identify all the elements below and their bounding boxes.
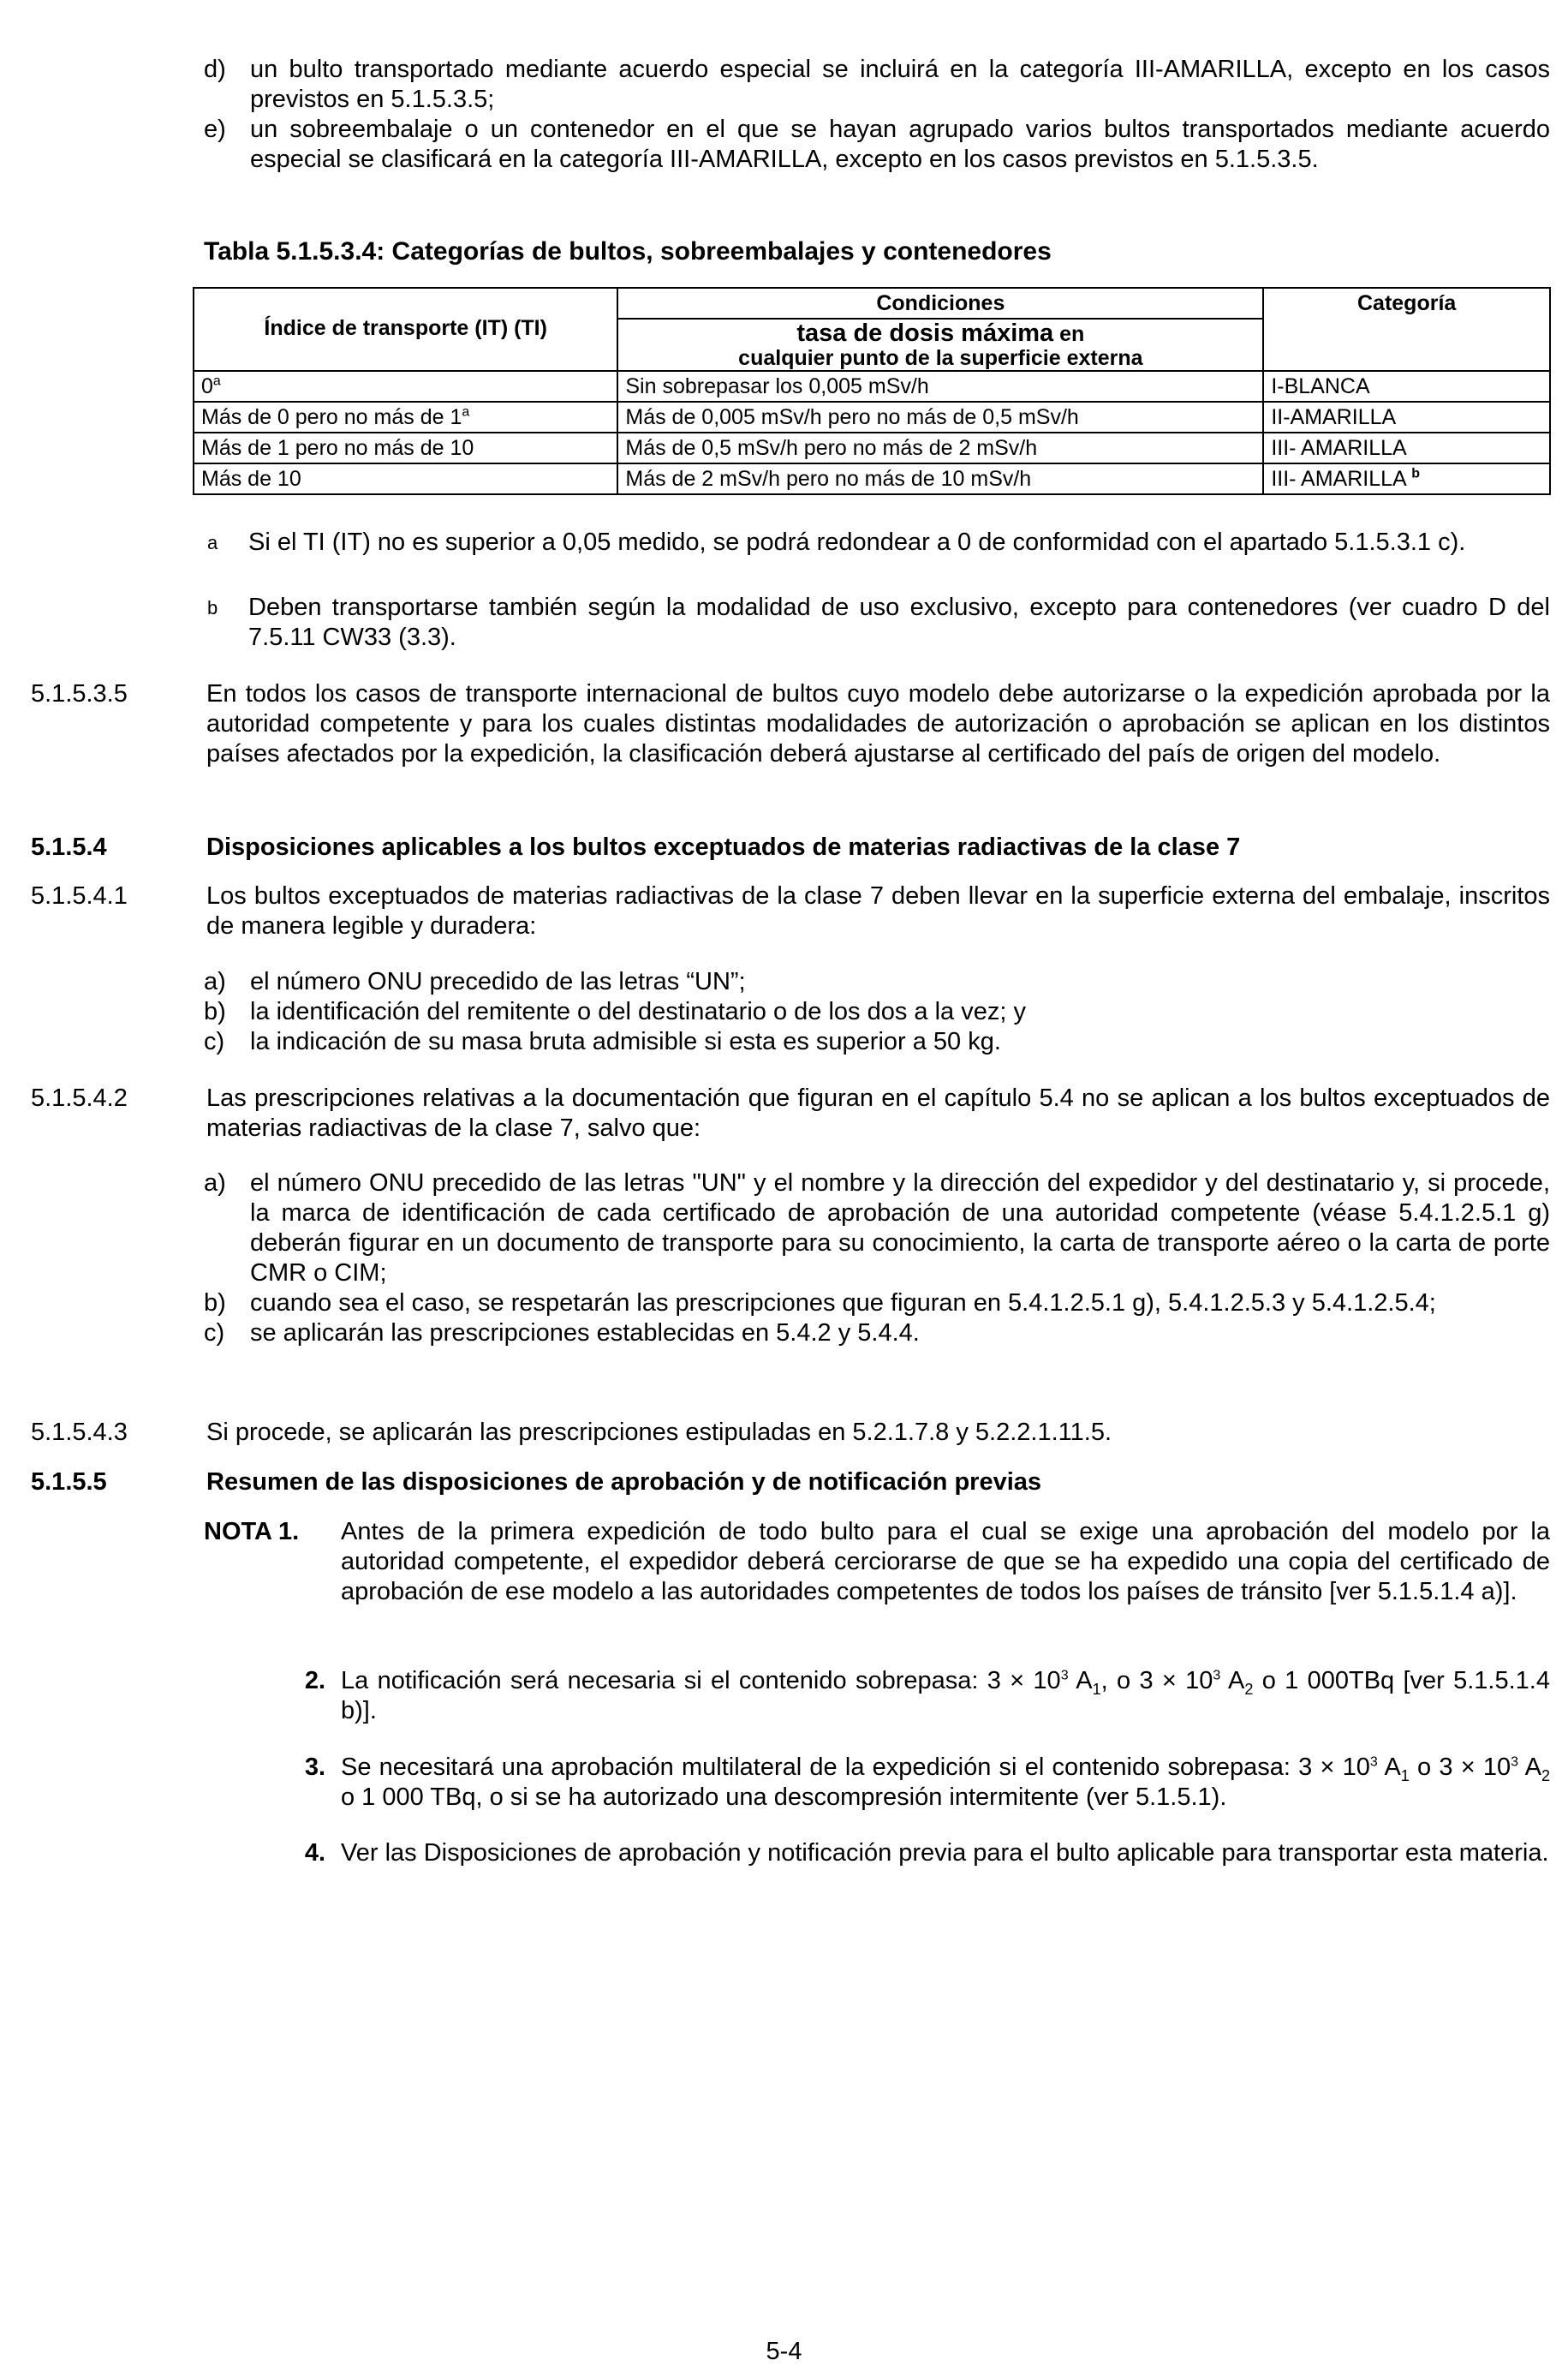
list-item-text: se aplicarán las prescripciones establecidas en 5.4.2 y 5.4.4.	[250, 1319, 920, 1347]
note-label: 4.	[304, 1839, 325, 1867]
section-5-1-5-4-2-list	[204, 1168, 1550, 1348]
note-label: NOTA 1.	[204, 1518, 300, 1545]
table-row	[194, 402, 1550, 433]
cell-category-text: III- AMARILLA	[1271, 467, 1406, 491]
footnote-label: a	[207, 532, 218, 553]
cell-dose: Sin sobrepasar los 0,005 mSv/h	[617, 371, 1263, 402]
cell-category-text: III- AMARILLA	[1271, 436, 1407, 460]
list-item	[204, 1288, 1550, 1318]
cell-it	[194, 371, 617, 402]
cell-category	[1263, 433, 1550, 463]
footnote-mark: a	[462, 404, 470, 420]
note-text: Ver las Disposiciones de aprobación y notificación previa para el bulto aplicable para transportar esta materia.	[341, 1839, 1549, 1867]
cell-category-text: II-AMARILLA	[1271, 405, 1397, 429]
list-item	[204, 997, 1550, 1027]
section-text: Los bultos exceptuados de materias radiactivas de la clase 7 deben llevar en la superficie externa del embalaje, inscritos de manera legible y duradera:	[206, 882, 1550, 940]
page-number: 5-4	[766, 2338, 802, 2365]
list-item-text: el número ONU precedido de las letras “UN”;	[250, 968, 746, 995]
list-item	[204, 1318, 1550, 1348]
categories-table	[193, 287, 1551, 495]
cell-category-text: I-BLANCA	[1271, 374, 1370, 398]
table-footnote-b	[207, 593, 1550, 653]
section-text: Las prescripciones relativas a la documentación que figuran en el capítulo 5.4 no se aplican a los bultos exceptuados de materias radiactivas de la clase 7, salvo que:	[206, 1084, 1550, 1142]
section-text: Si procede, se aplicarán las prescripciones estipuladas en 5.2.1.7.8 y 5.2.2.1.11.5.	[206, 1419, 1112, 1446]
footnote-label: b	[207, 597, 218, 618]
section-5-1-5-4-3	[31, 1418, 1550, 1448]
footnote-text: Si el TI (IT) no es superior a 0,05 medido, se podrá redondear a 0 de conformidad con el apartado 5.1.5.3.1 c).	[248, 529, 1466, 556]
note-4	[204, 1838, 1550, 1868]
section-number: 5.1.5.5	[31, 1468, 107, 1496]
header-it	[194, 288, 617, 371]
cell-dose: Más de 0,5 mSv/h pero no más de 2 mSv/h	[617, 433, 1263, 463]
cell-dose: Más de 2 mSv/h pero no más de 10 mSv/h	[617, 463, 1263, 494]
section-number: 5.1.5.3.5	[31, 680, 128, 708]
section-5-1-5-4-heading	[31, 833, 1550, 863]
section-text: En todos los casos de transporte internacional de bultos cuyo modelo debe autorizarse o la expedición aprobada por la autoridad competente y para los cuales distintas modalidades de autorización o aprobación se aplican en los distintos países afectados por la expedición, la clasificación deberá ajustarse al certificado del país de origen del modelo.	[206, 680, 1550, 768]
header-dose-en: en	[1059, 322, 1085, 346]
header-conditions: Condiciones	[617, 288, 1263, 319]
cell-it-text: 0	[201, 374, 213, 398]
list-item-text: cuando sea el caso, se respetarán las prescripciones que figuran en 5.4.1.2.5.1 g), 5.4.1.2.5.3 y 5.4.1.2.5.4;	[250, 1289, 1436, 1317]
cell-it-text: Más de 1 pero no más de 10	[201, 436, 474, 460]
cell-dose: Más de 0,005 mSv/h pero no más de 0,5 mSv/h	[617, 402, 1263, 433]
footnote-mark: b	[1411, 466, 1421, 481]
list-item-text: la indicación de su masa bruta admisible si esta es superior a 50 kg.	[250, 1028, 1001, 1055]
list-item-label: a)	[204, 1169, 226, 1197]
cell-it	[194, 402, 617, 433]
section-number: 5.1.5.4.3	[31, 1419, 128, 1446]
table-footnote-a	[207, 528, 1550, 558]
list-item-text: un sobreembalaje o un contenedor en el que se hayan agrupado varios bultos transportados mediante acuerdo especial se clasificará en la categoría III-AMARILLA, excepto en los casos previstos en 5.1.5.3.5.	[250, 116, 1550, 173]
note-label: 2.	[304, 1667, 325, 1694]
section-number: 5.1.5.4.1	[31, 882, 128, 910]
list-item-label: b)	[204, 1289, 226, 1317]
section-5-1-5-3-5	[31, 679, 1550, 769]
list-item-text: el número ONU precedido de las letras "UN" y el nombre y la dirección del expedidor y del destinatario y, si procede, la marca de identificación de cada certificado de aprobación de una autoridad competente (véase 5.4.1.2.5.1 g) deberán figurar en un documento de transporte para su conocimiento, la carta de transporte aéreo o la carta de porte CMR o CIM;	[250, 1169, 1550, 1287]
list-item	[204, 1168, 1550, 1288]
note-label: 3.	[304, 1754, 325, 1781]
list-item-label: a)	[204, 968, 226, 995]
header-dose-main: tasa de dosis máxima	[796, 320, 1054, 347]
note-1	[204, 1517, 1550, 1607]
list-item-label: e)	[204, 116, 226, 143]
table-header-row	[194, 288, 1550, 319]
table-caption: Tabla 5.1.5.3.4: Categorías de bultos, sobreembalajes y contenedores	[204, 237, 1052, 266]
list-item-label: c)	[204, 1319, 225, 1347]
table-row	[194, 433, 1550, 463]
cell-it-text: Más de 0 pero no más de 1	[201, 405, 462, 429]
section-5-1-5-4-1-list	[204, 967, 1550, 1057]
footnote-mark: a	[212, 373, 221, 389]
note-3	[204, 1753, 1550, 1813]
list-item	[204, 1027, 1550, 1057]
note-2	[204, 1666, 1550, 1726]
header-category: Categoría	[1263, 288, 1550, 371]
cell-category	[1263, 463, 1550, 494]
footnote-text: Deben transportarse también según la modalidad de uso exclusivo, excepto para contenedores (ver cuadro D del 7.5.11 CW33 (3.3).	[248, 594, 1550, 651]
header-dose-line2: cualquier punto de la superficie externa	[738, 346, 1143, 370]
list-item	[204, 967, 1550, 997]
list-item-e	[204, 115, 1550, 175]
note-text: Se necesitará una aprobación multilateral de la expedición si el contenido sobrepasa: $3 \times 10^3$ $A_1$ o $3 \times 10^3$ $A_2$ o 1 000 TBq, o si se ha autorizado una descompresión intermitente (ver 5.1.5.1).	[341, 1754, 1550, 1811]
list-item-text: la identificación del remitente o del destinatario o de los dos a la vez; y	[250, 998, 1026, 1025]
section-5-1-5-4-2	[31, 1084, 1550, 1144]
cell-category	[1263, 402, 1550, 433]
table-row	[194, 463, 1550, 494]
cell-category	[1263, 371, 1550, 402]
section-heading: Disposiciones aplicables a los bultos exceptuados de materias radiactivas de la clase 7	[206, 833, 1241, 861]
list-continuation	[204, 55, 1550, 175]
list-item-label: b)	[204, 998, 226, 1025]
header-dose	[617, 319, 1263, 371]
note-text: Antes de la primera expedición de todo bulto para el cual se exige una aprobación del modelo por la autoridad competente, el expedidor deberá cerciorarse de que se ha expedido una copia del certificado de aprobación de ese modelo a las autoridades competentes de todos los países de tránsito [ver 5.1.5.1.4 a)].	[341, 1518, 1550, 1605]
cell-it-text: Más de 10	[201, 467, 301, 491]
list-item-text: un bulto transportado mediante acuerdo especial se incluirá en la categoría III-AMARILLA, excepto en los casos previstos en 5.1.5.3.5;	[250, 56, 1550, 113]
section-5-1-5-4-1	[31, 881, 1550, 941]
list-item-label: d)	[204, 56, 226, 83]
header-it-text: Índice de transporte (IT) (TI)	[264, 316, 547, 340]
section-5-1-5-5-heading	[31, 1467, 1550, 1497]
cell-it	[194, 433, 617, 463]
list-item-d	[204, 55, 1550, 115]
table-row	[194, 371, 1550, 402]
section-number: 5.1.5.4.2	[31, 1084, 128, 1112]
section-heading: Resumen de las disposiciones de aprobación y de notificación previas	[206, 1468, 1042, 1496]
list-item-label: c)	[204, 1028, 225, 1055]
note-text: La notificación será necesaria si el contenido sobrepasa: $3 \times 10^3$ $A_1$, o $3 \times 10^3$ $A_2$ o 1 000TBq [ver 5.1.5.1.4 b)].	[341, 1667, 1550, 1724]
section-number: 5.1.5.4	[31, 833, 107, 861]
cell-it	[194, 463, 617, 494]
